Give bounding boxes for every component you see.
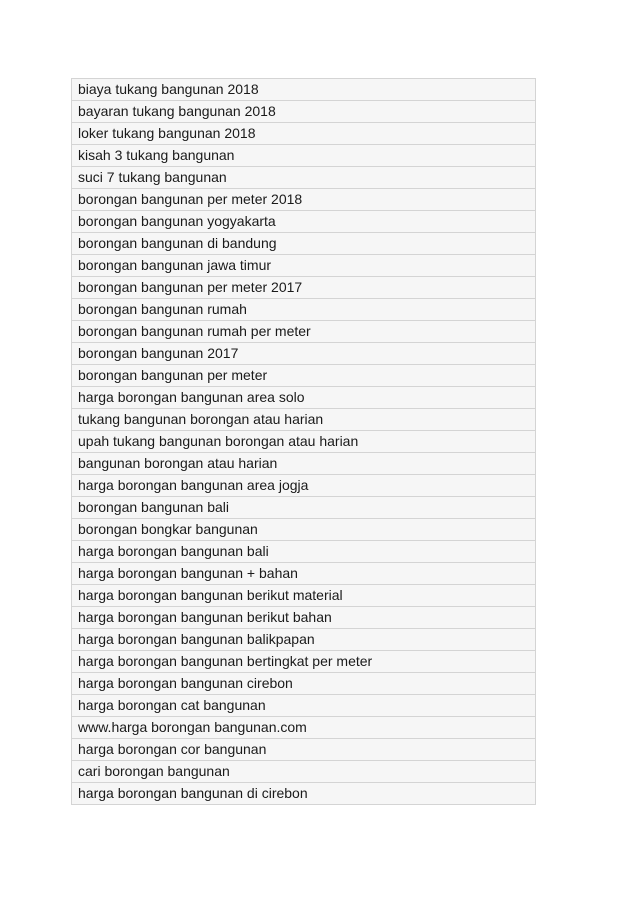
table-cell: harga borongan bangunan + bahan	[72, 563, 536, 585]
table-row	[72, 541, 536, 563]
table-row	[72, 299, 536, 321]
table-row	[72, 167, 536, 189]
table-cell: borongan bangunan jawa timur	[72, 255, 536, 277]
table-row	[72, 145, 536, 167]
table-cell: harga borongan bangunan berikut material	[72, 585, 536, 607]
table-row	[72, 739, 536, 761]
table-cell: harga borongan bangunan area solo	[72, 387, 536, 409]
table-cell: harga borongan bangunan di cirebon	[72, 783, 536, 805]
keyword-table-body	[72, 79, 536, 805]
table-row	[72, 497, 536, 519]
table-row	[72, 365, 536, 387]
table-cell: borongan bangunan yogyakarta	[72, 211, 536, 233]
table-row	[72, 761, 536, 783]
table-cell: harga borongan bangunan bali	[72, 541, 536, 563]
table-row	[72, 431, 536, 453]
keyword-table	[71, 78, 536, 805]
table-row	[72, 651, 536, 673]
table-row	[72, 585, 536, 607]
table-row	[72, 783, 536, 805]
table-cell: cari borongan bangunan	[72, 761, 536, 783]
table-row	[72, 717, 536, 739]
table-row	[72, 629, 536, 651]
table-cell: biaya tukang bangunan 2018	[72, 79, 536, 101]
table-cell: borongan bangunan di bandung	[72, 233, 536, 255]
table-cell: www.harga borongan bangunan.com	[72, 717, 536, 739]
table-cell: suci 7 tukang bangunan	[72, 167, 536, 189]
table-row	[72, 409, 536, 431]
table-cell: bayaran tukang bangunan 2018	[72, 101, 536, 123]
table-cell: harga borongan cor bangunan	[72, 739, 536, 761]
table-row	[72, 475, 536, 497]
table-cell: bangunan borongan atau harian	[72, 453, 536, 475]
table-row	[72, 189, 536, 211]
table-cell: harga borongan bangunan cirebon	[72, 673, 536, 695]
table-cell: harga borongan bangunan area jogja	[72, 475, 536, 497]
table-row	[72, 79, 536, 101]
table-cell: kisah 3 tukang bangunan	[72, 145, 536, 167]
table-row	[72, 519, 536, 541]
table-row	[72, 233, 536, 255]
table-row	[72, 123, 536, 145]
table-row	[72, 101, 536, 123]
table-cell: harga borongan cat bangunan	[72, 695, 536, 717]
table-cell: upah tukang bangunan borongan atau harian	[72, 431, 536, 453]
table-cell: borongan bangunan rumah	[72, 299, 536, 321]
table-cell: borongan bangunan 2017	[72, 343, 536, 365]
table-row	[72, 673, 536, 695]
table-row	[72, 321, 536, 343]
table-row	[72, 607, 536, 629]
table-cell: borongan bangunan rumah per meter	[72, 321, 536, 343]
table-row	[72, 277, 536, 299]
table-cell: harga borongan bangunan berikut bahan	[72, 607, 536, 629]
table-cell: borongan bangunan bali	[72, 497, 536, 519]
table-row	[72, 453, 536, 475]
table-cell: harga borongan bangunan bertingkat per meter	[72, 651, 536, 673]
table-cell: borongan bangunan per meter 2017	[72, 277, 536, 299]
table-row	[72, 695, 536, 717]
table-row	[72, 211, 536, 233]
table-cell: borongan bangunan per meter	[72, 365, 536, 387]
table-row	[72, 343, 536, 365]
table-row	[72, 563, 536, 585]
table-cell: borongan bongkar bangunan	[72, 519, 536, 541]
table-cell: tukang bangunan borongan atau harian	[72, 409, 536, 431]
table-cell: harga borongan bangunan balikpapan	[72, 629, 536, 651]
table-cell: borongan bangunan per meter 2018	[72, 189, 536, 211]
table-row	[72, 255, 536, 277]
table-row	[72, 387, 536, 409]
table-cell: loker tukang bangunan 2018	[72, 123, 536, 145]
